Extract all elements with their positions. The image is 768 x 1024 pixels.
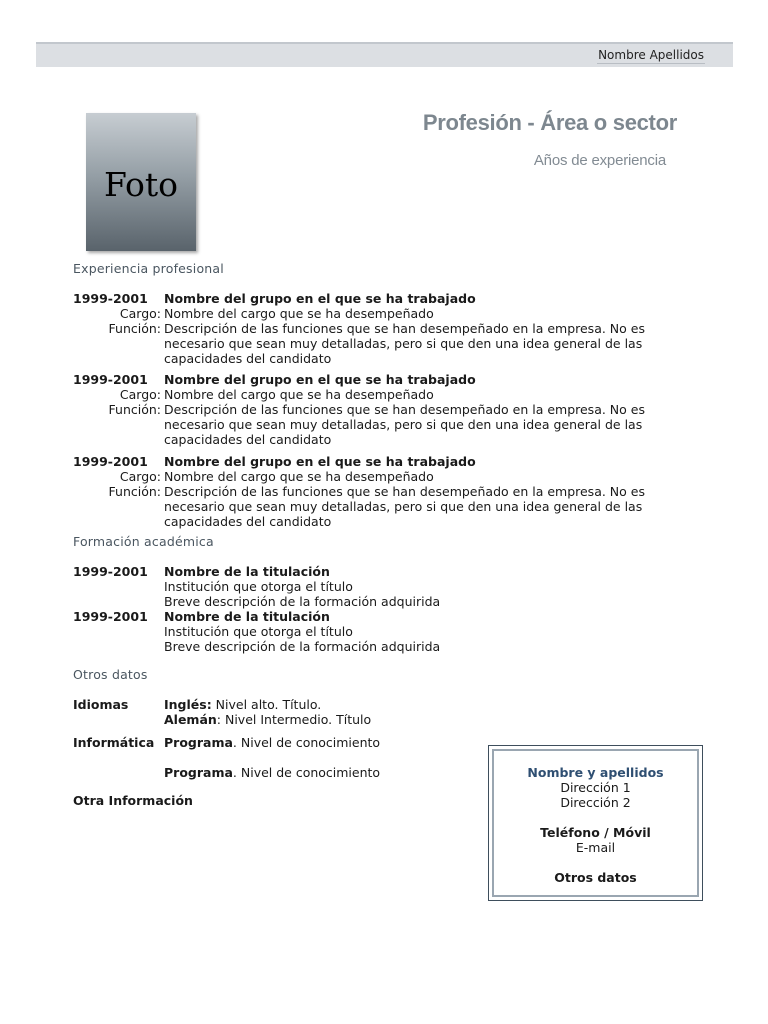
experience-cargo: Nombre del cargo que se ha desempeñado: [164, 387, 434, 402]
education-years: 1999-2001: [73, 609, 148, 624]
contact-address-2: Dirección 2: [560, 795, 631, 810]
header-name: Nombre Apellidos: [598, 48, 704, 62]
education-institution: Institución que otorga el título: [164, 624, 353, 639]
contact-email: E-mail: [575, 840, 616, 855]
years-experience: Años de experiencia: [533, 152, 666, 169]
experience-group: Nombre del grupo en el que se ha trabajado: [164, 454, 476, 469]
experience-funcion-line: capacidades del candidato: [164, 351, 332, 366]
funcion-label: Función:: [108, 484, 161, 499]
language-item: Alemán: Nivel Intermedio. Título: [164, 712, 372, 727]
experience-funcion-line: Descripción de las funciones que se han desempeñado en la empresa. No es: [164, 402, 645, 417]
section-education: Formación académica: [73, 534, 214, 549]
contact-name: Nombre y apellidos: [527, 765, 664, 780]
experience-group: Nombre del grupo en el que se ha trabajado: [164, 291, 476, 306]
experience-funcion-line: necesario que sean muy detalladas, pero si que den una idea general de las: [164, 336, 643, 351]
section-experience: Experiencia profesional: [73, 261, 224, 276]
funcion-label: Función:: [108, 402, 161, 417]
contact-box: [488, 745, 703, 901]
section-other: Otros datos: [73, 667, 148, 682]
education-description: Breve descripción de la formación adquirida: [164, 594, 441, 609]
education-years: 1999-2001: [73, 564, 148, 579]
header-bar: [36, 42, 733, 67]
experience-years: 1999-2001: [73, 454, 148, 469]
profession-title: Profesión - Área o sector: [422, 110, 677, 135]
experience-funcion-line: Descripción de las funciones que se han desempeñado en la empresa. No es: [164, 484, 645, 499]
contact-other: Otros datos: [554, 870, 637, 885]
contact-phone: Teléfono / Móvil: [540, 825, 651, 840]
education-degree: Nombre de la titulación: [164, 564, 330, 579]
experience-funcion-line: Descripción de las funciones que se han desempeñado en la empresa. No es: [164, 321, 645, 336]
education-description: Breve descripción de la formación adquirida: [164, 639, 441, 654]
cargo-label: Cargo:: [119, 306, 161, 321]
funcion-label: Función:: [108, 321, 161, 336]
contact-address-1: Dirección 1: [560, 780, 631, 795]
experience-years: 1999-2001: [73, 291, 148, 306]
experience-funcion-line: necesario que sean muy detalladas, pero si que den una idea general de las: [164, 417, 643, 432]
other-info-label: Otra Información: [73, 793, 193, 808]
experience-cargo: Nombre del cargo que se ha desempeñado: [164, 306, 434, 321]
experience-years: 1999-2001: [73, 372, 148, 387]
experience-cargo: Nombre del cargo que se ha desempeñado: [164, 469, 434, 484]
program-item: Programa. Nivel de conocimiento: [164, 735, 381, 750]
language-item: Inglés: Nivel alto. Título.: [164, 697, 322, 712]
experience-group: Nombre del grupo en el que se ha trabajado: [164, 372, 476, 387]
it-label: Informática: [73, 735, 155, 750]
experience-funcion-line: capacidades del candidato: [164, 514, 332, 529]
experience-funcion-line: capacidades del candidato: [164, 432, 332, 447]
photo-placeholder: [86, 113, 196, 251]
education-institution: Institución que otorga el título: [164, 579, 353, 594]
program-item: Programa. Nivel de conocimiento: [164, 765, 381, 780]
languages-label: Idiomas: [73, 697, 129, 712]
photo-label: Foto: [103, 165, 179, 204]
cargo-label: Cargo:: [119, 387, 161, 402]
education-degree: Nombre de la titulación: [164, 609, 330, 624]
cargo-label: Cargo:: [119, 469, 161, 484]
experience-funcion-line: necesario que sean muy detalladas, pero si que den una idea general de las: [164, 499, 643, 514]
